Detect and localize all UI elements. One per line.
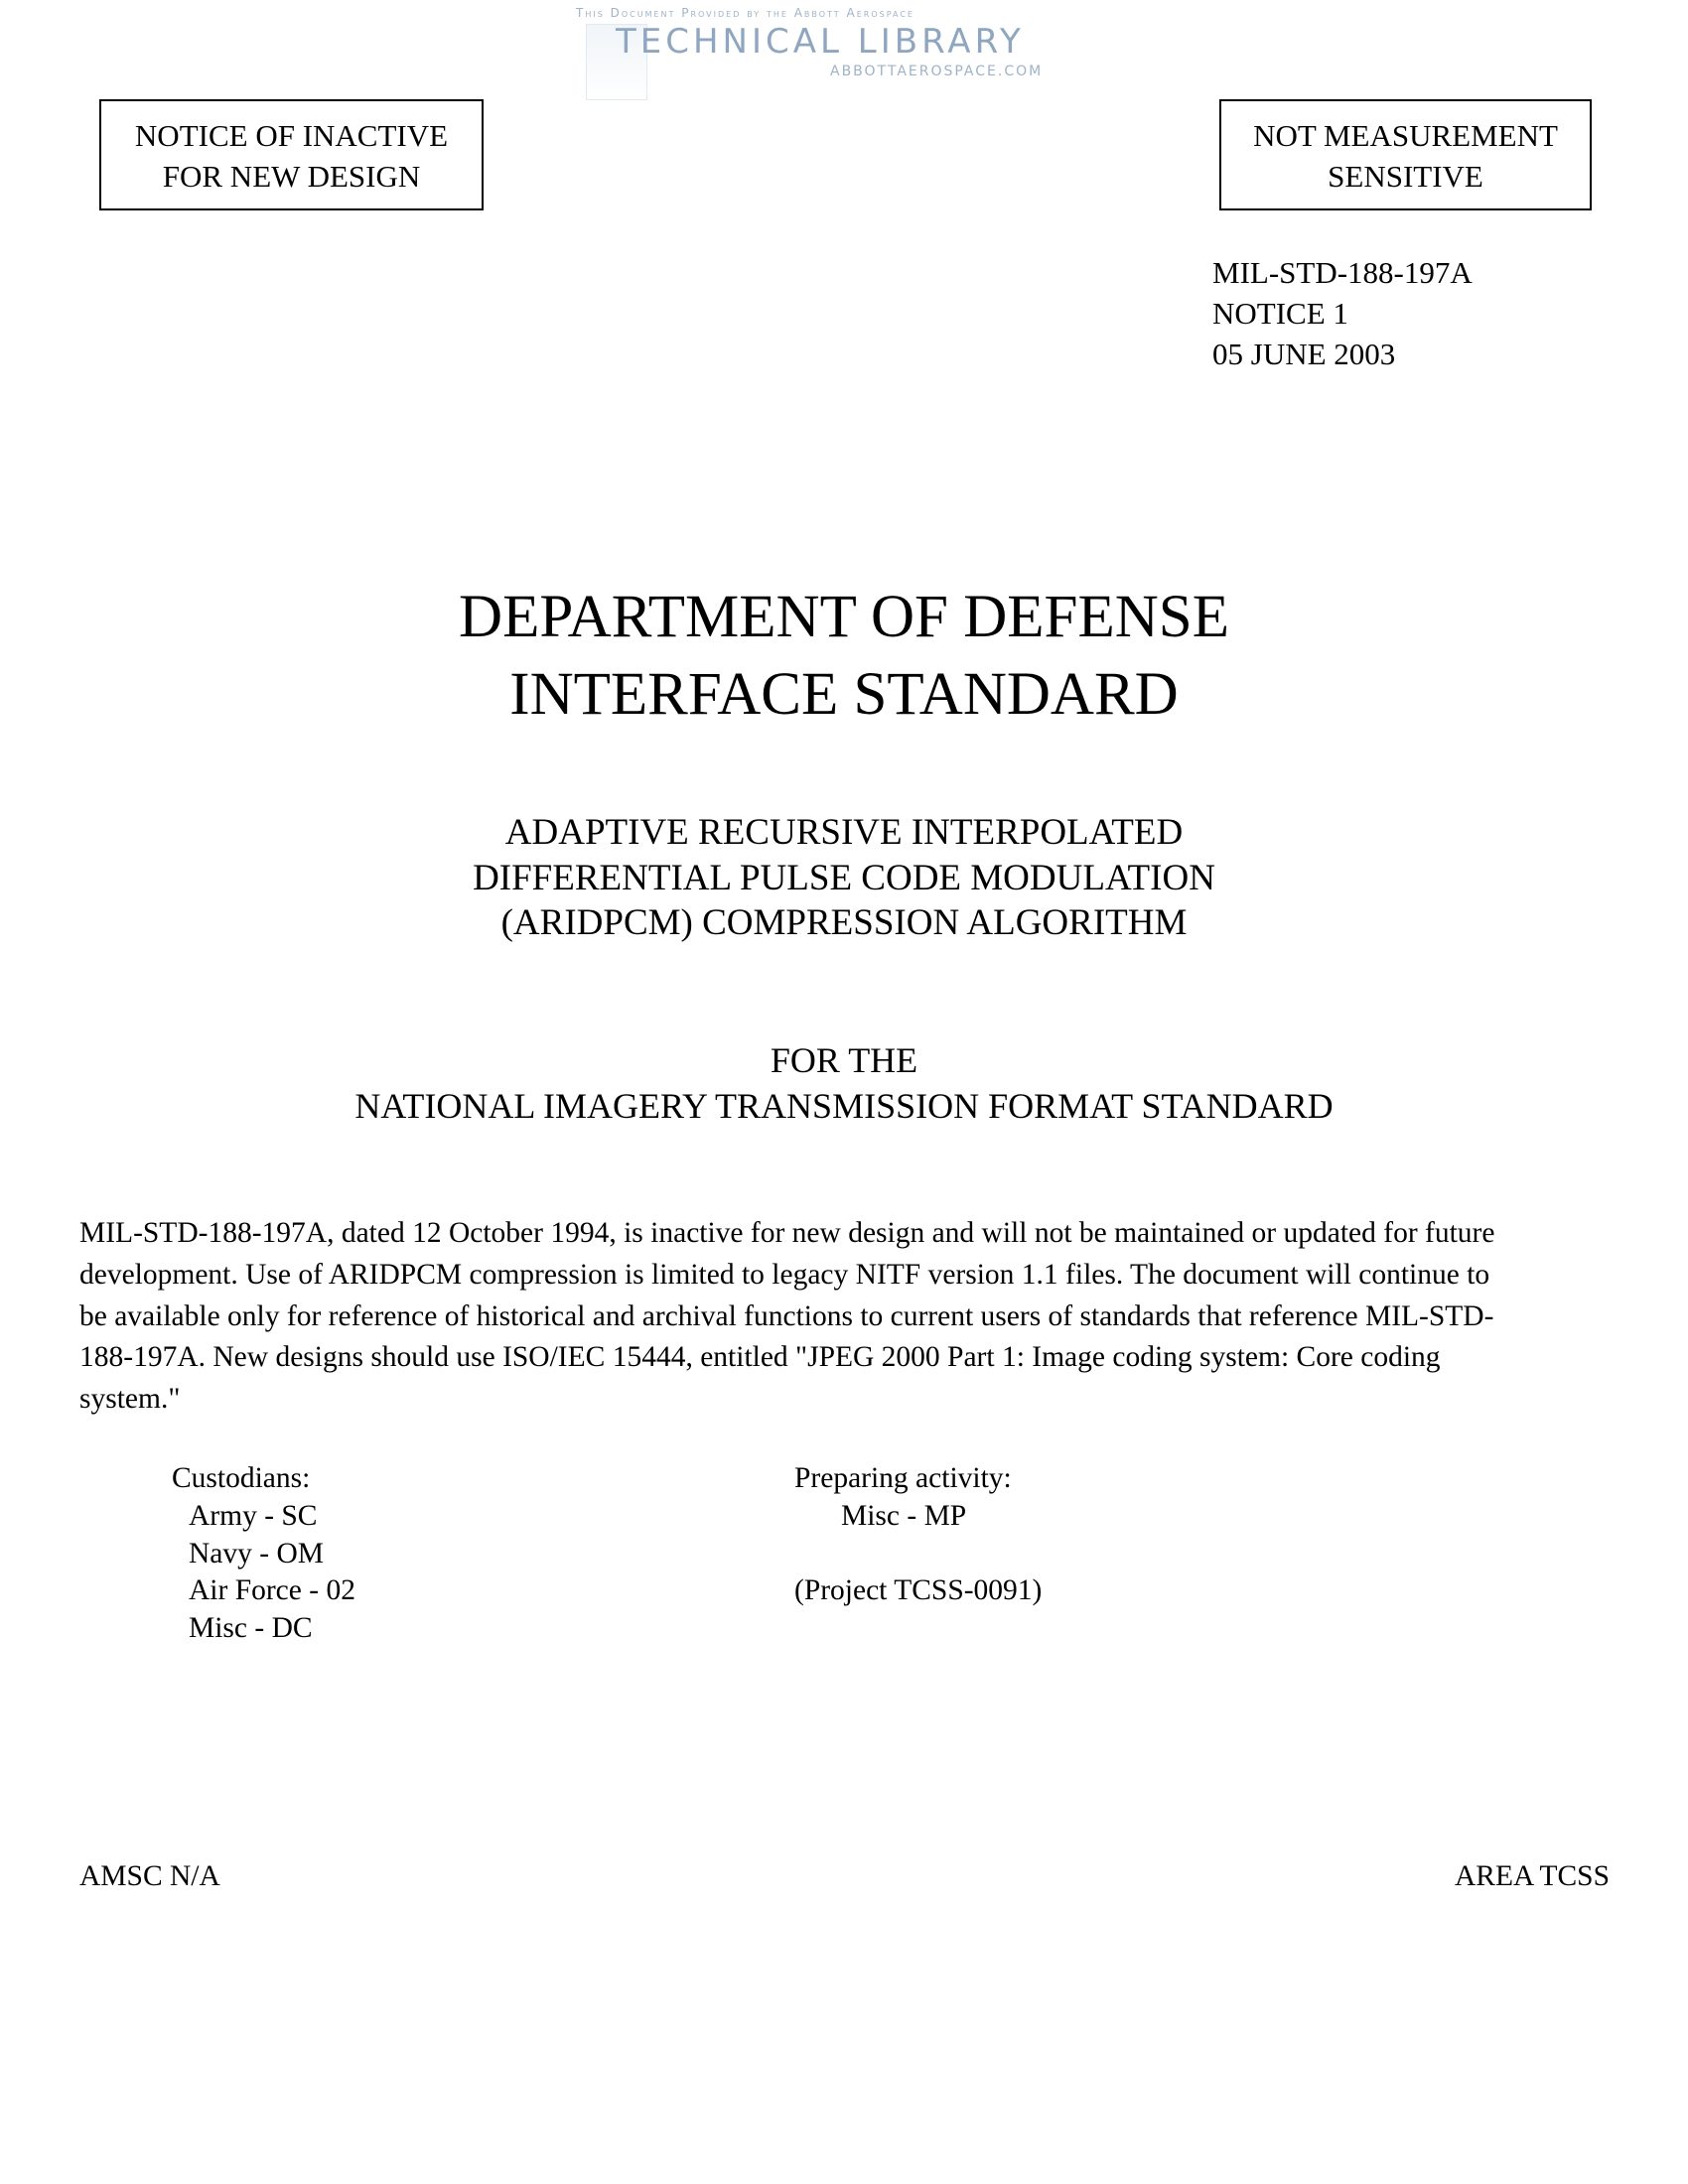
abbott-watermark-logo [576,4,1092,103]
for-the-line: FOR THE [770,1040,918,1080]
measurement-box-line: NOT MEASUREMENT [1253,118,1558,153]
standard-name-line: NATIONAL IMAGERY TRANSMISSION FORMAT STANDARD [354,1086,1334,1126]
preparing-activity-value: Misc - MP [841,1500,967,1532]
measurement-box-line: SENSITIVE [1328,159,1483,194]
custodian-item: Army - SC [189,1500,318,1532]
title-line: DEPARTMENT OF DEFENSE [459,584,1229,650]
subtitle-line: (ARIDPCM) COMPRESSION ALGORITHM [500,902,1188,943]
doc-info [1212,252,1473,374]
paragraph-line: MIL-STD-188-197A, dated 12 October 1994, is inactive for new design and will not be maintained or updated for future [79,1217,1495,1249]
paragraph-line: development. Use of ARIDPCM compression is limited to legacy NITF version 1.1 files. The document will continue to [79,1258,1490,1291]
notice-box-line: NOTICE OF INACTIVE [134,118,449,153]
inactive-notice-paragraph [79,1213,1614,1421]
doc-date: 05 JUNE 2003 [1212,337,1396,371]
subtitle-line: DIFFERENTIAL PULSE CODE MODULATION [473,858,1215,898]
area-label: AREA TCSS [1454,1860,1610,1892]
title-line: INTERFACE STANDARD [509,661,1179,728]
paragraph-line: system." [79,1383,181,1416]
watermark-title: TECHNICAL LIBRARY [616,22,1025,62]
not-measurement-sensitive-box [1219,99,1592,210]
amsc-label: AMSC N/A [79,1860,220,1892]
paragraph-line: 188-197A. New designs should use ISO/IEC 15444, entitled "JPEG 2000 Part 1: Image coding system: Core coding [79,1341,1441,1374]
notice-inactive-box [99,99,484,210]
notice-box-line: FOR NEW DESIGN [162,159,421,194]
preparing-activity-label: Preparing activity: [794,1462,1012,1494]
doc-number: MIL-STD-188-197A [1212,255,1473,290]
subtitle-line: ADAPTIVE RECURSIVE INTERPOLATED [504,812,1184,853]
paragraph-line: be available only for reference of historical and archival functions to current users of standards that reference MIL-STD- [79,1299,1494,1332]
custodians-label: Custodians: [172,1462,311,1494]
watermark-url: ABBOTTAEROSPACE.COM [830,64,1044,79]
watermark-line1: This Document Provided by the Abbott Aerospace [576,6,914,20]
doc-notice: NOTICE 1 [1212,296,1348,331]
project-number: (Project TCSS-0091) [794,1574,1043,1606]
custodian-item: Misc - DC [189,1612,313,1644]
custodian-item: Navy - OM [189,1538,325,1570]
custodian-item: Air Force - 02 [189,1574,355,1606]
